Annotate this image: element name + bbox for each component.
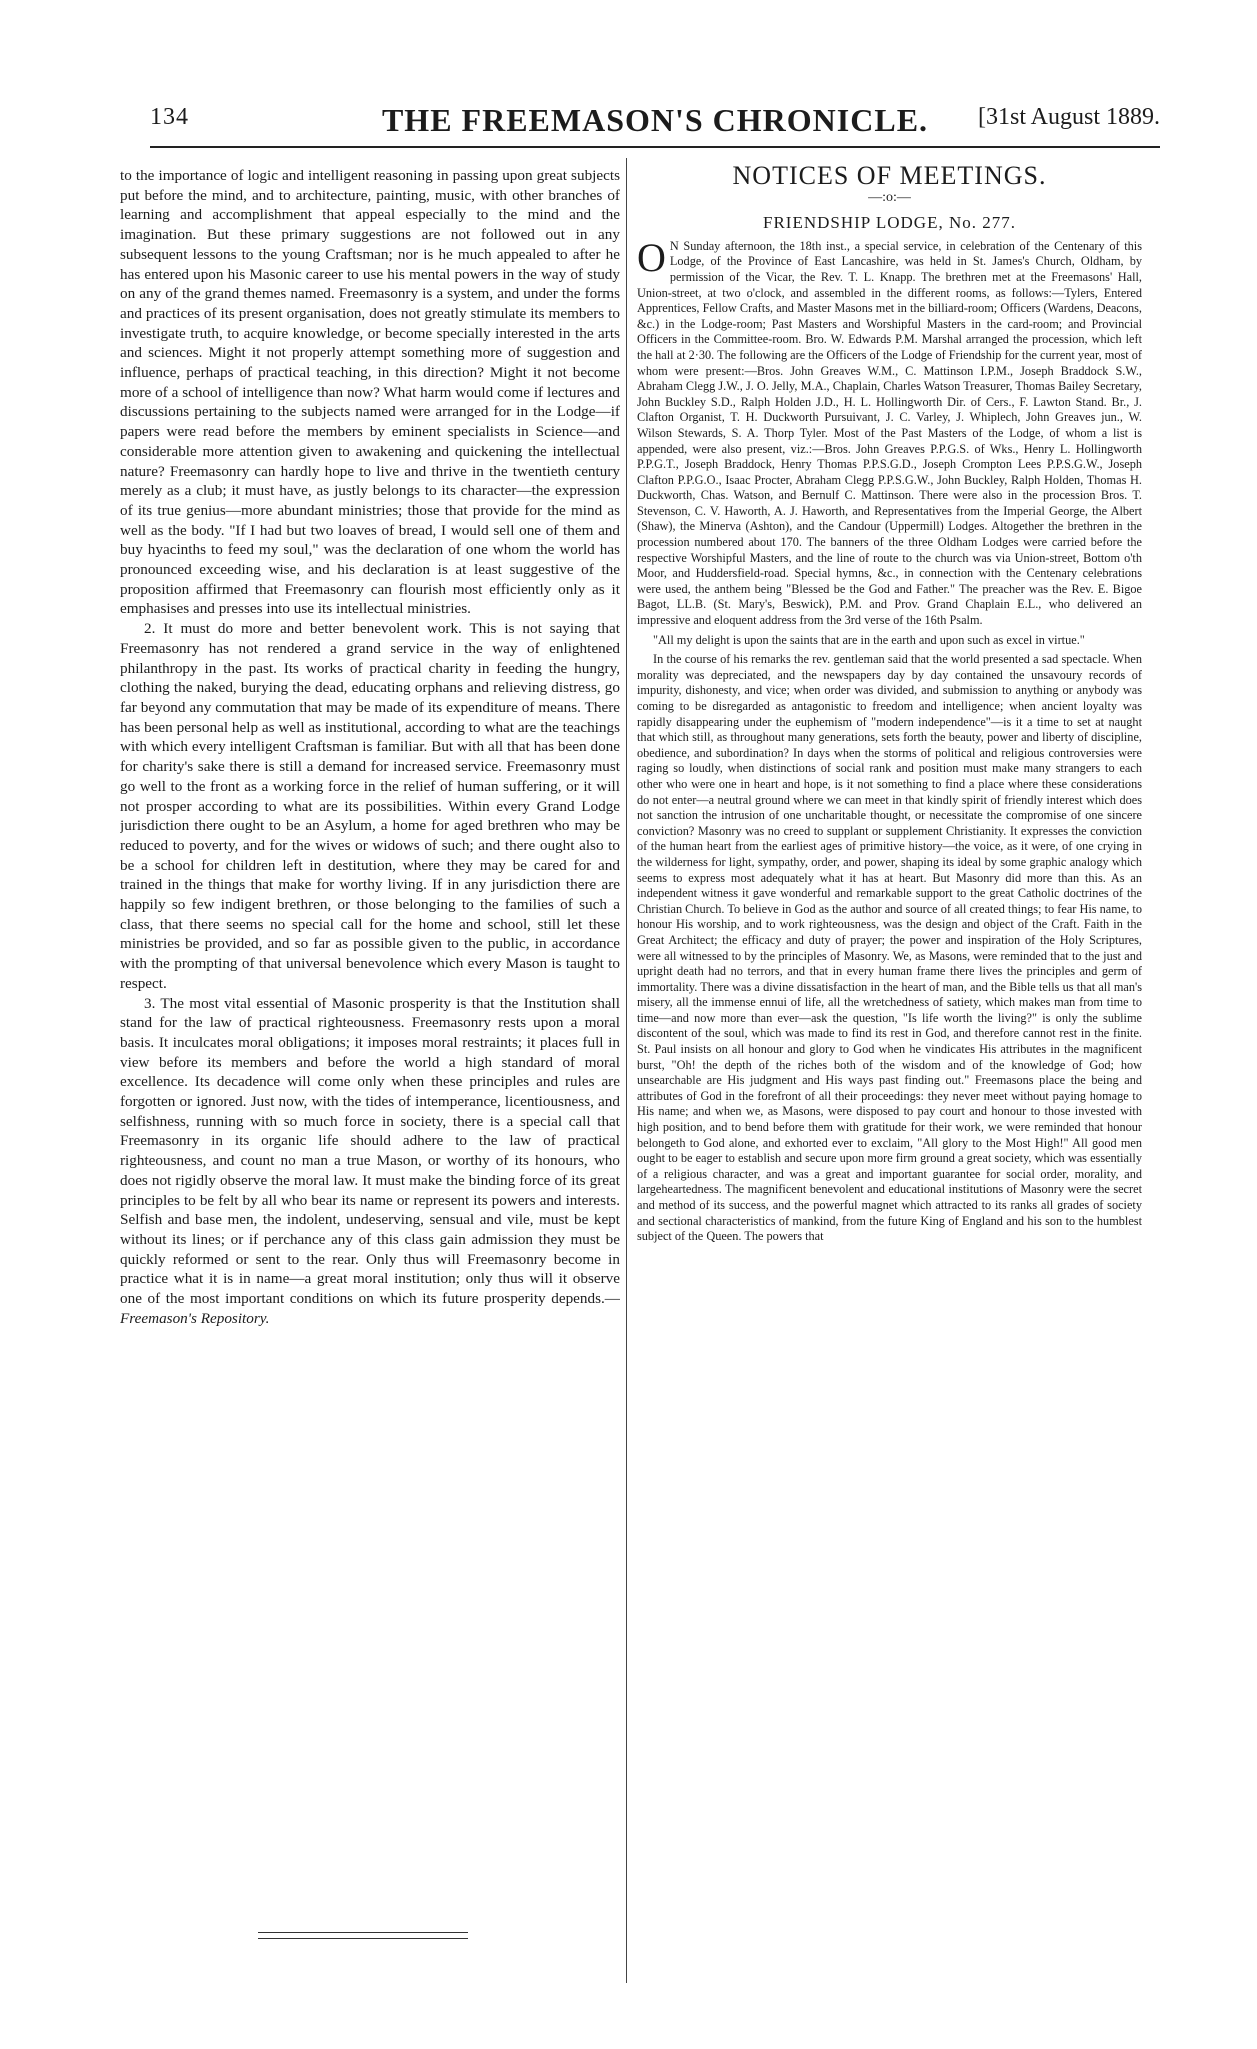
article-end-rule	[258, 1932, 468, 1939]
drop-cap: O	[637, 234, 666, 280]
masthead	[150, 100, 1160, 148]
source-credit: Freemason's Repository.	[120, 1309, 270, 1327]
sermon-paragraph: In the course of his remarks the rev. gentleman said that the world presented a sad spectacle. When morality was depreciated, and the newspapers day by day contained the unsavoury records of impurity, dishonesty, and vice; when order was divided, and submission to anything or anybody was coming to be disregarded as antagonistic to freedom and intelligence; when ancient loyalty was rapidly disappearing under the euphemism of "modern independence"—is it a time to set at naught that which still, as throughout many generations, sets forth the beauty, power and liberty of discipline, obedience, and subordination? In days when the storms of political and religious controversies were raging so loudly, when distinctions of social rank and position must make many strangers to each other who were one in heart and hope, is it not something to find a place where these considerations do not enter—a neutral ground where we can meet in that kindly spirit of friendly interest which does not sanction the intrusion of one uncharitable thought, or necessitate the compromise of one sincere conviction? Masonry was no creed to supplant or supplement Christianity. It expresses the conviction of the human heart from the earliest ages of primitive history—the voice, as it were, of one crying in the wilderness for light, sympathy, order, and power, shaping its ideal by some graphic analogy which seems to express most adequately what it has at heart. But Masonry did more than this. As an independent witness it gave wonderful and remarkable support to the great Catholic doctrines of the Christian Church. To believe in God as the author and source of all created things; to fear His name, to honour His worship, and to work righteousness, was the design and object of the Craft. Faith in the Great Architect; the efficacy and duty of prayer; the power and inspiration of the Holy Scriptures, were all witnessed to by the principles of Masonry. We, as Masons, were reminded that to the just and upright death had no terrors, and that in every human frame there lives the principles and germ of immortality. There was a divine dissatisfaction in the heart of man, and the Bible tells us that all man's misery, all the immense ennui of life, all the wretchedness of satiety, which makes man from time to time—and now more than ever—ask the question, "Is life worth the living?" is only the sublime discontent of the soul, which was made to find its rest in God, and therefore cannot rest in the finite. St. Paul insists on all honour and glory to God when he vindicates His attributes in the magnificent burst, "Oh! the depth of the riches both of the wisdom and of the knowledge of God; how unsearchable are His judgment and His ways past finding out." Freemasons place the being and attributes of God in the forefront of all their proceedings: they never meet without paying homage to His name; and when we, as Masons, were disposed to pay court and honour to those invested with high position, and to bend before them with gratitude for their work, we were reminded that honour belongeth to God alone, and exhorted ever to exclaim, "All glory to the Most High!" All good men ought to be eager to establish and secure upon more firm ground a great society, which was essentially of a religious character, and was a great and important guarantee for social order, morality, and largeheartedness. The magnificent benevolent and educational institutions of Masonry were the secret and method of its success, and the powerful magnet which attracted to its ranks all grades of society and sectional characteristics of mankind, from the future King of England and his son to the humblest subject of the Queen. The powers that	[637, 652, 1142, 1244]
article-paragraph: 2. It must do more and better benevolent work. This is not saying that Freemasonry has not rendered a grand service in the way of enlightened philanthropy in the past. Its works of practical charity in feeding the hungry, clothing the naked, burying the dead, educating orphans and relieving distress, go far beyond any commutation that may be made of its expenditure of means. There has been personal help as well as institutional, according to what are the teachings with which every intelligent Craftsman is familiar. But with all that has been done for charity's sake there is still a demand for increased service. Freemasonry must go well to the front as a working force in the relief of human suffering, or it will not prosper according to what are its possibilities. Within every Grand Lodge jurisdiction there ought to be an Asylum, a home for aged brethren who may be reduced to poverty, and for the wives or widows of such; and there ought also to be a school for children left in destitution, where they may be cared for and trained in the things that make for worthy living. If in any jurisdiction there are happily so few indigent brethren, or those belonging to the families of such a class, that there seems no special call for the home and school, still let these ministries be provided, and so far as possible given to the public, in accordance with the prompting of that universal benevolence which every Mason is taught to respect.	[120, 620, 620, 992]
article-paragraph	[120, 994, 620, 1329]
section-title: NOTICES OF MEETINGS.	[732, 166, 1047, 190]
issue-date: [31st August 1889.	[977, 104, 1160, 130]
lodge-title: FRIENDSHIP LODGE, No. 277.	[763, 213, 1016, 233]
article-paragraph: to the importance of logic and intelligent reasoning in passing upon great subjects put before the mind, and to architecture, painting, music, with other branches of learning and accomplishment that appeal especially to the mind and the imagination. But these primary suggestions are not followed out in any subsequent lessons to the young Craftsman; nor is he much appealed to after he has entered upon his Masonic career to use his mental powers in the way of study on any of the grand themes named. Freemasonry is a system, and under the forms and practices of its present organisation, does not greatly stimulate its members to investigate truth, to acquire knowledge, or become specially interested in the arts and sciences. Might it not properly attempt something more of suggestion and influence, perhaps of practical teaching, in this direction? Might it not become more of a school of intelligence than now? What harm would come if lectures and discussions pertaining to the subjects named were arranged for in the Lodge—if papers were read before the members by eminent specialists in Science—and considerable more attention given to awakening and quickening the intellectual nature? Freemasonry can hardly hope to live and thrive in the twentieth century merely as a club; it must have, as justly belongs to its character—the expression of its true genius—more abundant ministries; those that provide for the mind as well as the body. "If I had but two loaves of bread, I would sell one of them and buy hyacinths to feed my soul," was the declaration of one whom the world has pronounced exceeding wise, and his declaration is at least suggestive of the proposition affirmed that Freemasonry can flourish most efficiently only as it emphasises and presses into use its intellectual ministries.	[120, 167, 620, 618]
page-number: 134	[150, 104, 189, 130]
ornament-divider: —:o:—	[868, 189, 911, 205]
article-paragraph-text: 3. The most vital essential of Masonic prosperity is that the Institution shall stand for the law of practical righteousness. Freemasonry rests upon a moral basis. It inculcates moral obligations; it imposes moral restraints; it places full in view before its members and before the world a high standard of moral excellence. Its decadence will come only when these principles and rules are forgotten or ignored. Just now, with the tides of intemperance, licentiousness, and selfishness, running with so much force in society, there is a special call that Freemasonry in its organic life should adhere to the law of practical righteousness, and count no man a true Mason, or worthy of its honours, who does not rigidly observe the moral law. It must make the binding force of its great principles to be felt by all who bear its name or represent its powers and interests. Selfish and base men, the indolent, undeserving, sensual and vile, must be kept without its lines; or if perchance any of this class gain admission they must be quickly reformed or sent to the rear. Only thus will Freemasonry become in practice what it is in name—a great moral institution; only thus will it observe one of the most important conditions on which its future prosperity depends.—	[120, 994, 620, 1308]
report-paragraph	[637, 234, 1142, 629]
paper-title: THE FREEMASON'S CHRONICLE.	[381, 102, 929, 138]
psalm-quote: "All my delight is upon the saints that are in the earth and upon such as excel in virtue."	[653, 632, 1085, 647]
report-paragraph-text: N Sunday afternoon, the 18th inst., a special service, in celebration of the Centenary of this Lodge, of the Province of East Lancashire, was held in St. James's Church, Oldham, by permission of the Vicar, the Rev. T. L. Knapp. The brethren met at the Freemasons' Hall, Union-street, at two o'clock, and assembled in the different rooms, as follows:—Tylers, Entered Apprentices, Fellow Crafts, and Master Masons met in the billiard-room; Officers (Wardens, Deacons, &c.) in the Lodge-room; Past Masters and Worshipful Masters in the card-room; and Provincial Officers in the Committee-room. Bro. W. Edwards P.M. Marshal arranged the procession, which left the hall at 2·30. The following are the Officers of the Lodge of Friendship for the current year, most of whom were present:—Bros. John Greaves W.M., C. Mattinson I.P.M., Joseph Braddock S.W., Abraham Clegg J.W., J. O. Jelly, M.A., Chaplain, Charles Watson Treasurer, Thomas Bailey Secretary, John Buckley S.D., Ralph Holden J.D., H. L. Hollingworth Dir. of Cers., F. Lawton Stand. Br., J. Clafton Organist, T. H. Duckworth Pursuivant, J. C. Varley, J. Whiplech, John Greaves jun., W. Wilson Stewards, S. A. Thorp Tyler. Most of the Past Masters of the Lodge, of whom a list is appended, were also present, viz.:—Bros. John Greaves P.P.G.S. of Wks., Henry L. Hollingworth P.P.G.T., Joseph Braddock, Henry Thomas P.P.S.G.D., Joseph Crompton Lees P.P.S.G.W., Joseph Clafton P.P.G.O., Isaac Procter, Abraham Clegg P.P.S.G.W., John Buckley, Ralph Holden, Thomas H. Duckworth, Chas. Watson, and Bernulf C. Mattinson. There were also in the procession Bros. T. Stevenson, C. V. Haworth, A. J. Haworth, and Representatives from the Imperial George, the Albert (Shaw), the Minerva (Ashton), and the Candour (Uppermill) Lodges. Altogether the brethren in the procession numbered about 170. The banners of the three Oldham Lodges were carried before the respective Worshipful Masters, and the line of route to the church was via Union-street, Bottom o'th Moor, and Huddersfield-road. Special hymns, &c., in connection with the Centenary celebrations were used, the anthem being "Blessed be the God and Father." The preacher was the Rev. E. Bigoe Bagot, LL.B. (St. Mary's, Beswick), P.M. and Prov. Grand Chaplain E.L., who delivered an impressive and eloquent address from the 3rd verse of the 16th Psalm.	[637, 238, 1142, 628]
left-column	[120, 166, 620, 1906]
column-divider	[626, 158, 627, 1983]
right-column	[637, 166, 1142, 1986]
